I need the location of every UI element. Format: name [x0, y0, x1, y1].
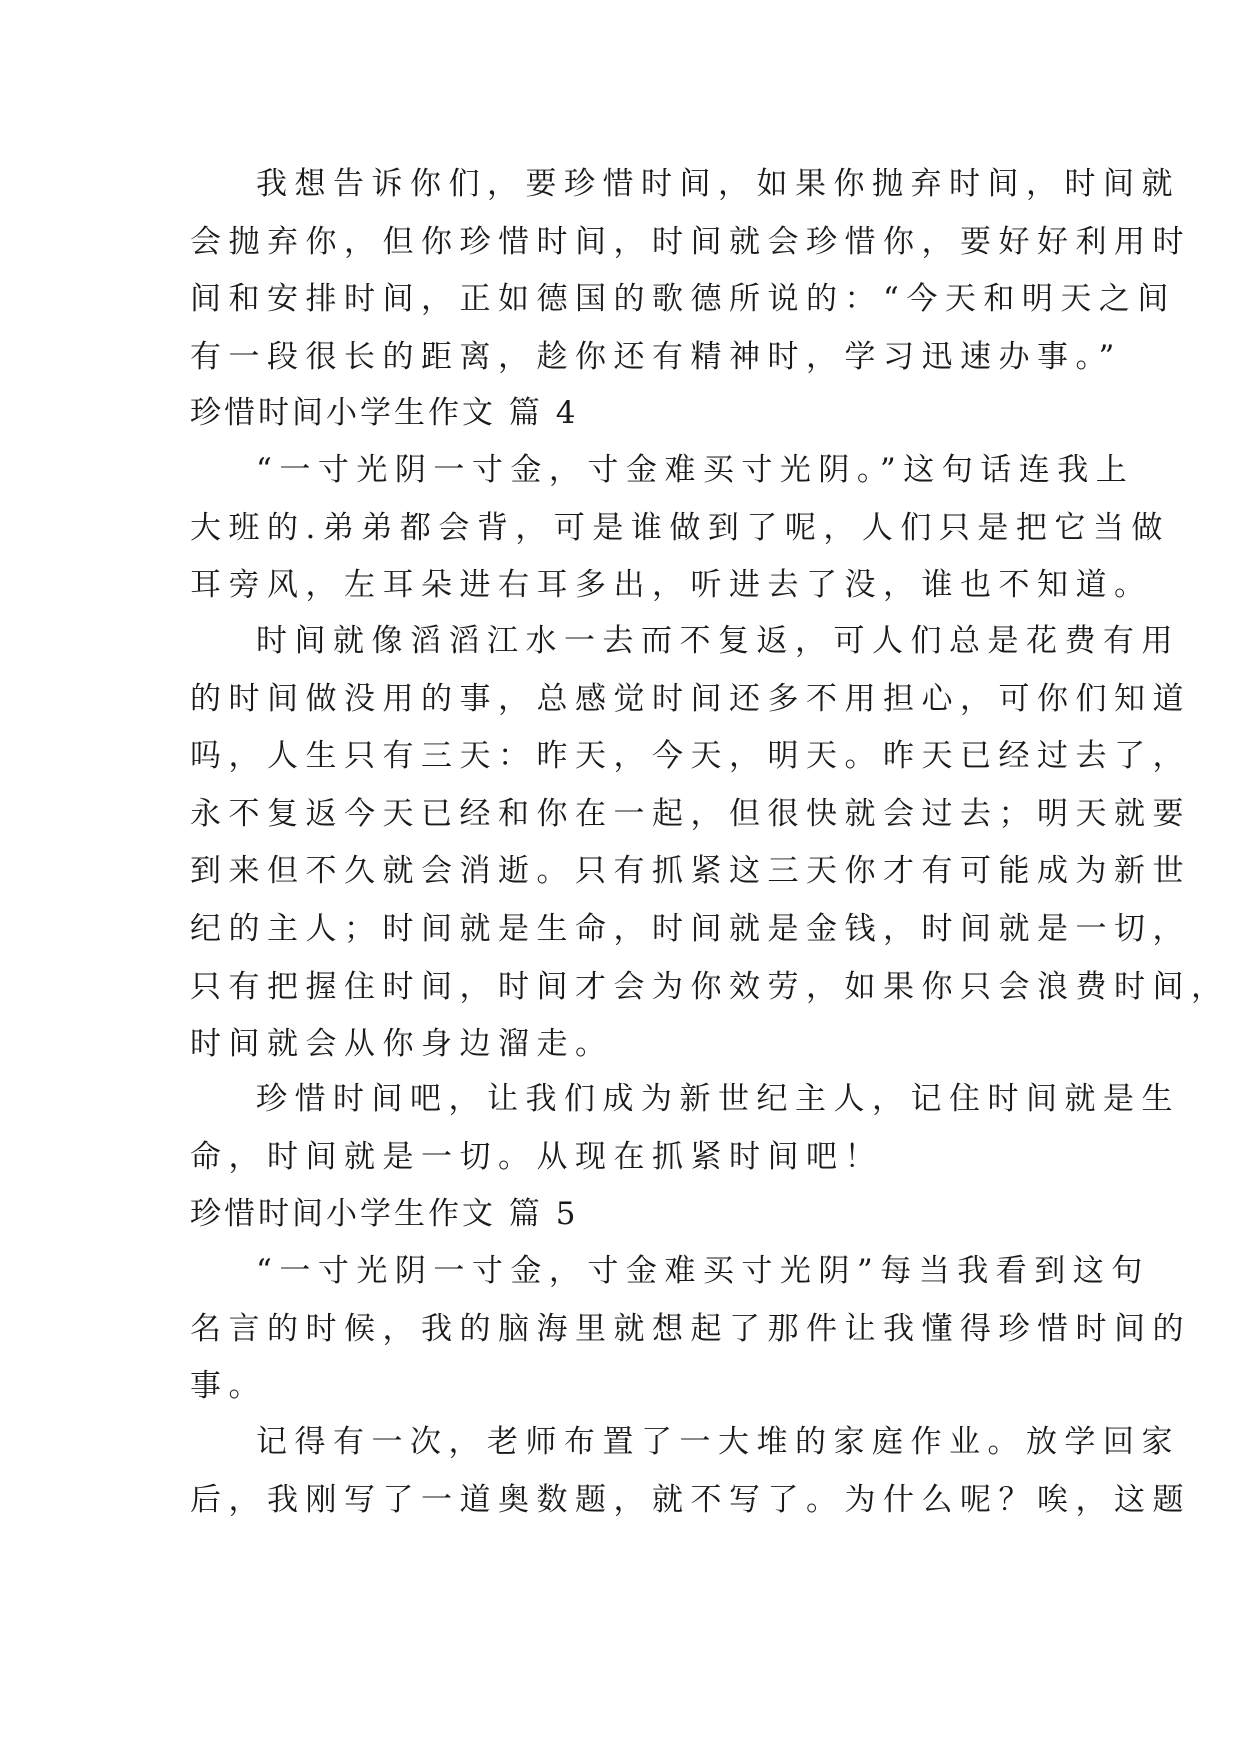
paragraph-line: 事。: [190, 1368, 267, 1405]
paragraph-line: “一寸光阴一寸金，寸金难买寸光阴”每当我看到这句: [256, 1253, 1150, 1289]
section-4-paragraph-3: [190, 1071, 1180, 1186]
paragraph-line: 大班的.弟弟都会背，可是谁做到了呢，人们只是把它当做: [190, 509, 1170, 546]
paragraph-line: 时间就会从你身边溜走。: [190, 1026, 614, 1063]
paragraph-line: 时间就像滔滔江水一去而不复返，可人们总是花费有用: [256, 623, 1180, 659]
section-4-paragraph-1: [190, 442, 1170, 615]
paragraph-line: 我想告诉你们，要珍惜时间，如果你抛弃时间，时间就: [256, 166, 1180, 202]
paragraph-line: 会抛弃你，但你珍惜时间，时间就会珍惜你，要好好利用时: [190, 223, 1191, 260]
paragraph-line: 吗，人生只有三天：昨天，今天，明天。昨天已经过去了，: [190, 738, 1191, 775]
section-heading: 珍惜时间小学生作文 篇 4: [190, 395, 579, 431]
section-5-paragraph-2: [190, 1414, 1191, 1529]
paragraph-line: 到来但不久就会消逝。只有抓紧这三天你才有可能成为新世: [190, 853, 1191, 890]
paragraph-line: 珍惜时间吧，让我们成为新世纪主人，记住时间就是生: [256, 1081, 1180, 1117]
paragraph-line: 永不复返今天已经和你在一起，但很快就会过去；明天就要: [190, 795, 1191, 832]
section-5: [190, 1186, 1060, 1244]
paragraph-line: 只有把握住时间，时间才会为你效劳，如果你只会浪费时间，: [190, 968, 1230, 1005]
paragraph-line: 名言的时候，我的脑海里就想起了那件让我懂得珍惜时间的: [190, 1310, 1191, 1347]
paragraph-line: 的时间做没用的事，总感觉时间还多不用担心，可你们知道: [190, 680, 1191, 717]
section-4-paragraph-2: [190, 613, 1230, 1074]
paragraph-line: 后，我刚写了一道奥数题，就不写了。为什么呢？唉，这题: [190, 1481, 1191, 1518]
paragraph-line: 命，时间就是一切。从现在抓紧时间吧！: [190, 1138, 883, 1175]
section-4: [190, 385, 1060, 443]
paragraph-line: 耳旁风，左耳朵进右耳多出，听进去了没，谁也不知道。: [190, 567, 1153, 604]
paragraph-line: 纪的主人；时间就是生命，时间就是金钱，时间就是一切，: [190, 910, 1191, 947]
paragraph-line: 记得有一次，老师布置了一大堆的家庭作业。放学回家: [256, 1424, 1180, 1460]
section-5-paragraph-1: [190, 1243, 1191, 1416]
intro-paragraph: [190, 156, 1191, 386]
paragraph-line: “一寸光阴一寸金，寸金难买寸光阴。”这句话连我上: [256, 452, 1135, 488]
paragraph-line: 有一段很长的距离，趁你还有精神时，学习迅速办事。”: [190, 338, 1122, 375]
paragraph-line: 间和安排时间，正如德国的歌德所说的：“今天和明天之间: [190, 281, 1176, 318]
section-heading: 珍惜时间小学生作文 篇 5: [190, 1196, 579, 1232]
